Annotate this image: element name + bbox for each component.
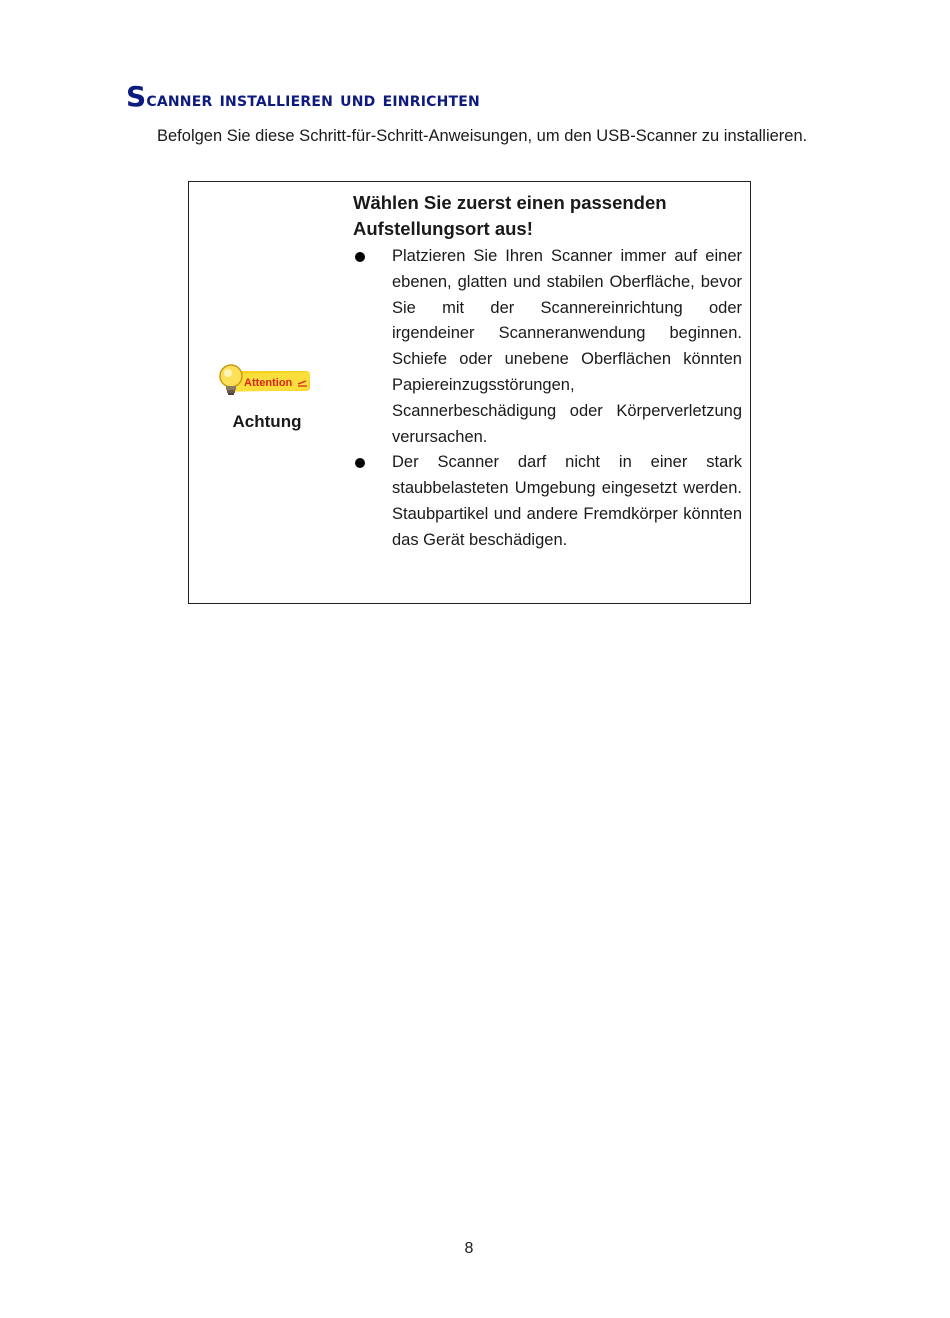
page-number: 8 (464, 1240, 474, 1257)
bullet-dot-icon (355, 252, 365, 262)
achtung-label: Achtung (232, 412, 302, 431)
bullet-dot-icon (355, 458, 365, 468)
notice-right-cell (353, 182, 742, 554)
notice-left-cell (189, 182, 345, 603)
heading-first-letter: S (126, 80, 147, 113)
heading-rest: canner installieren und einrichten (146, 87, 480, 111)
bullet-text: Platzieren Sie Ihren Scanner immer auf einer ebenen, glatten und stabilen Oberfläche, bevor Sie mit der Scannereinrichtung oder irgendeiner Scanneranwendung beginnen. Schiefe oder unebene Oberflächen könnten Papiereinzugsstörungen, Scannerbeschädigung oder Körperverletzung verursachen. (392, 247, 742, 446)
list-item (353, 244, 742, 450)
intro-paragraph: Befolgen Sie diese Schritt-für-Schritt-Anweisungen, um den USB-Scanner zu installieren. (157, 127, 808, 145)
notice-title: Wählen Sie zuerst einen passenden Aufstellungsort aus! (353, 192, 667, 239)
notice-bullet-list (353, 244, 742, 554)
attention-notice-box (188, 181, 751, 604)
bullet-text: Der Scanner darf nicht in einer stark staubbelasteten Umgebung eingesetzt werden. Staubpartikel und andere Fremdkörper könnten das Gerät beschädigen. (392, 453, 742, 549)
page-heading (126, 80, 480, 113)
attention-lightbulb-icon (218, 362, 312, 398)
attention-icon-text: Attention (244, 377, 293, 389)
list-item (353, 450, 742, 553)
